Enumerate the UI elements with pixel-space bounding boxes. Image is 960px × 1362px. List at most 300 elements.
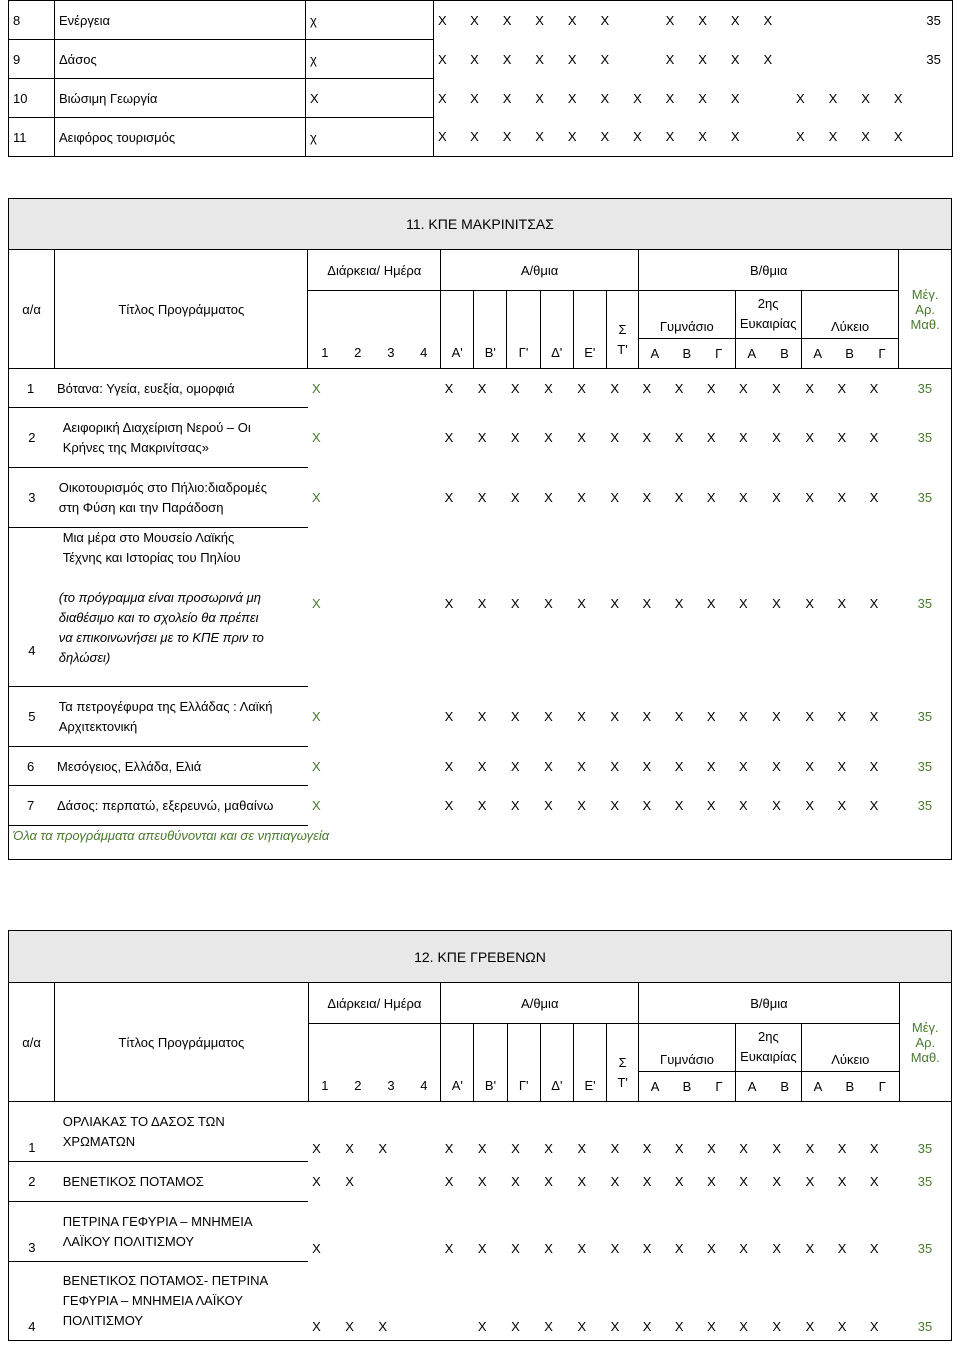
- second-chance-2: Ευκαιρίας: [739, 316, 797, 331]
- mark-cell: Χ: [510, 798, 520, 813]
- mark-cell: Χ: [577, 490, 586, 505]
- mark-cell: Χ: [837, 1174, 847, 1189]
- mark-cell: [341, 369, 374, 408]
- mark-cell: Χ: [665, 90, 675, 106]
- availability-note-line: δηλώσει): [58, 650, 111, 665]
- mark-cell: Χ: [567, 129, 577, 145]
- col-second-chance: [735, 1024, 801, 1072]
- day-1: 1: [308, 1024, 341, 1102]
- row-number: 1: [9, 1102, 55, 1162]
- mark-cell: Χ: [642, 380, 652, 396]
- mark-cell: [341, 1202, 374, 1262]
- mark-cell: [374, 1162, 407, 1202]
- mark-cell: [825, 40, 858, 79]
- mark-cell: Χ: [642, 758, 652, 774]
- col-lykeio: Λύκειο: [801, 291, 898, 339]
- day-4: 4: [407, 291, 440, 369]
- section-title: 11. ΚΠΕ ΜΑΚΡΙΝΙΤΣΑΣ: [9, 199, 952, 250]
- total-students: 35: [917, 595, 933, 611]
- mark-cell: Χ: [610, 1240, 620, 1256]
- grade-c: Γ': [507, 291, 540, 369]
- table-row: [9, 79, 953, 118]
- max-label-2: Αρ.: [915, 1034, 936, 1050]
- mark-cell: Χ: [535, 51, 544, 67]
- col-duration: Διάρκεια/ Ημέρα: [308, 983, 441, 1024]
- table-row: [9, 1262, 952, 1341]
- max-label-1: Μέγ.: [911, 1019, 939, 1035]
- mark-cell: Χ: [869, 1140, 879, 1156]
- mark-cell: Χ: [642, 1140, 652, 1156]
- mark-first: χ: [306, 118, 434, 157]
- program-title-line: ΧΡΩΜΑΤΩΝ: [62, 1133, 136, 1149]
- mark-cell: Χ: [535, 12, 544, 28]
- mark-cell: Χ: [674, 1140, 684, 1156]
- mark-cell: Χ: [665, 51, 675, 67]
- table-row: [9, 408, 952, 468]
- mark-cell: [890, 1, 923, 40]
- mark-cell: Χ: [510, 490, 520, 505]
- mark-cell: Χ: [544, 1174, 553, 1189]
- mark-cell: Χ: [739, 490, 748, 505]
- sec-grade-2: Γ: [703, 1072, 735, 1102]
- mark-cell: Χ: [510, 595, 520, 611]
- col-max-students: [899, 983, 951, 1102]
- grade-b: Β': [474, 1024, 507, 1102]
- mark-cell: [857, 40, 890, 79]
- mark-cell: Χ: [674, 1240, 684, 1256]
- mark-cell: Χ: [861, 90, 870, 106]
- mark-cell: Χ: [739, 1319, 748, 1334]
- program-title-text: Μεσόγειος, Ελλάδα, Ελιά: [57, 758, 202, 774]
- mark-cell: Χ: [600, 51, 610, 67]
- mark-cell: Χ: [698, 12, 707, 28]
- mark-cell: Χ: [444, 490, 454, 505]
- mark-cell: Χ: [772, 1319, 782, 1334]
- sec-grade-0: Α: [639, 339, 671, 369]
- kpe-makrinitsas-table: [8, 198, 952, 860]
- mark-cell: [341, 528, 374, 687]
- sec-grade-7: Γ: [866, 1072, 899, 1102]
- mark-cell: Χ: [510, 430, 520, 445]
- mark-cell: Χ: [707, 1174, 716, 1189]
- mark-cell: Χ: [642, 1240, 652, 1256]
- mark-cell: Χ: [444, 1140, 454, 1156]
- mark-cell: Χ: [796, 129, 805, 145]
- mark-cell: Χ: [444, 709, 454, 724]
- program-title: [55, 1162, 308, 1202]
- mark-cell: Χ: [805, 1319, 815, 1334]
- grade-st-1: Σ: [618, 1055, 627, 1070]
- row-number: 5: [9, 687, 55, 747]
- sec-grade-1: Β: [671, 1072, 703, 1102]
- mark-cell: Χ: [869, 758, 879, 774]
- grade-st: [606, 291, 638, 369]
- program-title: [9, 747, 308, 786]
- availability-note-line: (το πρόγραμμα είναι προσωρινά μη: [58, 590, 261, 605]
- mark-cell: Χ: [837, 758, 847, 774]
- table-row: [9, 1102, 952, 1162]
- mark-cell: Χ: [577, 758, 586, 774]
- mark-cell: Χ: [511, 1140, 520, 1156]
- mark-cell: Χ: [577, 709, 586, 724]
- row-number: 3: [9, 468, 55, 528]
- mark-cell: Χ: [438, 12, 447, 28]
- mark-cell: Χ: [477, 709, 487, 724]
- table-row: [9, 1202, 952, 1262]
- row-number: 3: [9, 1202, 55, 1262]
- mark-cell: Χ: [674, 758, 684, 774]
- program-title-text: Δάσος: περπατώ, εξερευνώ, μαθαίνω: [57, 798, 274, 813]
- sec-grade-0: Α: [639, 1072, 671, 1102]
- mark-cell: Χ: [772, 490, 781, 505]
- col-gymnasio: Γυμνάσιο: [639, 1024, 735, 1072]
- table-row: [9, 786, 952, 826]
- mark-cell: Χ: [610, 490, 620, 505]
- program-title-line: Τα πετρογέφυρα της Ελλάδας : Λαϊκή: [58, 698, 273, 714]
- grade-st-2: Τ': [617, 1075, 628, 1090]
- sec-grade-1: Β: [671, 339, 703, 369]
- mark-cell: Χ: [869, 709, 879, 724]
- mark-cell: [407, 786, 440, 826]
- day-2: 2: [341, 291, 374, 369]
- table-row: [9, 40, 953, 79]
- mark-cell: Χ: [600, 90, 610, 106]
- program-title: Ενέργεια: [55, 1, 306, 40]
- col-max-students: [899, 250, 952, 369]
- mark-cell: Χ: [477, 798, 487, 813]
- mark-cell: Χ: [763, 51, 773, 67]
- mark-cell: Χ: [698, 129, 707, 145]
- mark-cell: Χ: [837, 380, 847, 396]
- mark-cell: Χ: [378, 1140, 388, 1156]
- mark-cell: [341, 786, 374, 826]
- mark-cell: Χ: [544, 430, 553, 445]
- mark-cell: Χ: [837, 709, 847, 724]
- mark-cell: Χ: [610, 430, 620, 445]
- program-title-line: ΒΕΝΕΤΙΚΟΣ ΠΟΤΑΜΟΣ: [62, 1173, 204, 1189]
- mark-cell: Χ: [772, 1140, 782, 1156]
- mark-cell: Χ: [796, 90, 805, 106]
- row-number: 2: [9, 408, 55, 468]
- mark-cell: Χ: [577, 1174, 587, 1189]
- mark-cell: [629, 1, 662, 40]
- mark-cell: Χ: [739, 1240, 748, 1256]
- grade-st-1: Σ: [618, 322, 627, 337]
- mark-cell: [374, 369, 407, 408]
- mark-cell: Χ: [674, 380, 684, 396]
- mark-cell: Χ: [837, 490, 847, 505]
- mark-cell: Χ: [610, 595, 620, 611]
- mark-cell: [408, 1102, 441, 1162]
- mark-cell: Χ: [577, 1140, 587, 1156]
- mark-cell: Χ: [311, 798, 321, 813]
- mark-cell: [408, 1162, 441, 1202]
- mark-cell: Χ: [444, 380, 454, 396]
- mark-cell: Χ: [772, 380, 781, 396]
- grade-e: Ε': [573, 291, 606, 369]
- mark-cell: Χ: [642, 490, 652, 505]
- mark-cell: Χ: [837, 1319, 847, 1334]
- program-title: [55, 528, 308, 687]
- total-students: 35: [917, 430, 933, 445]
- mark-cell: Χ: [470, 12, 479, 28]
- mark-cell: Χ: [869, 595, 879, 611]
- mark-cell: Χ: [861, 129, 870, 145]
- table-row: [9, 528, 952, 687]
- mark-cell: Χ: [610, 1140, 620, 1156]
- mark-cell: Χ: [674, 490, 684, 505]
- col-aa: α/α: [9, 250, 55, 369]
- program-title: Βιώσιμη Γεωργία: [55, 79, 306, 118]
- mark-cell: Χ: [837, 595, 847, 611]
- mark-cell: Χ: [633, 129, 642, 145]
- program-title: [9, 369, 308, 408]
- mark-cell: Χ: [345, 1140, 354, 1156]
- grade-b: Β': [474, 291, 507, 369]
- max-label-1: Μέγ.: [911, 286, 939, 302]
- mark-cell: Χ: [642, 1174, 652, 1189]
- program-title-line: ΛΑΪΚΟΥ ΠΟΛΙΤΙΣΜΟΥ: [62, 1233, 195, 1249]
- mark-cell: Χ: [642, 595, 652, 611]
- max-label-3: Μαθ.: [910, 1049, 940, 1065]
- mark-cell: Χ: [633, 90, 642, 106]
- mark-cell: [374, 1202, 407, 1262]
- availability-note-line: να επικοινωνήσει με το ΚΠΕ πριν το: [58, 630, 264, 645]
- mark-cell: Χ: [477, 380, 487, 396]
- table-row: [9, 687, 952, 747]
- mark-cell: Χ: [502, 12, 512, 28]
- mark-cell: [341, 747, 374, 786]
- max-label-2: Αρ.: [915, 301, 935, 317]
- mark-cell: Χ: [444, 798, 454, 813]
- mark-cell: Χ: [610, 1319, 620, 1334]
- mark-cell: Χ: [739, 758, 748, 774]
- mark-cell: Χ: [642, 709, 652, 724]
- mark-cell: Χ: [567, 12, 577, 28]
- mark-cell: Χ: [312, 1140, 321, 1156]
- mark-cell: Χ: [610, 380, 620, 396]
- row-number: 6: [27, 758, 35, 774]
- mark-cell: Χ: [544, 595, 553, 611]
- mark-cell: Χ: [805, 490, 814, 505]
- mark-cell: [374, 786, 407, 826]
- grade-d: Δ': [540, 1024, 573, 1102]
- mark-cell: Χ: [477, 430, 487, 445]
- mark-cell: Χ: [674, 798, 684, 813]
- second-chance-1: 2ης: [758, 1029, 779, 1044]
- mark-cell: Χ: [477, 595, 487, 611]
- mark-cell: Χ: [707, 1240, 716, 1256]
- row-number: 7: [27, 798, 35, 813]
- program-title: Δάσος: [55, 40, 306, 79]
- mark-cell: Χ: [477, 1240, 487, 1256]
- mark-cell: Χ: [730, 90, 740, 106]
- total-students: 35: [926, 12, 941, 28]
- col-second-chance: [735, 291, 801, 339]
- mark-cell: Χ: [312, 1174, 321, 1189]
- program-title-line: Μια μέρα στο Μουσείο Λαϊκής: [62, 530, 235, 545]
- mark-cell: Χ: [665, 129, 675, 145]
- mark-cell: Χ: [510, 380, 520, 396]
- mark-cell: Χ: [698, 90, 707, 106]
- program-title-line: στη Φύση και την Παράδοση: [58, 499, 224, 515]
- mark-cell: [374, 408, 407, 468]
- mark-cell: Χ: [444, 758, 454, 774]
- grade-a: Α': [441, 291, 474, 369]
- mark-cell: Χ: [730, 51, 740, 67]
- mark-cell: Χ: [763, 12, 773, 28]
- mark-cell: Χ: [577, 595, 586, 611]
- mark-cell: Χ: [577, 798, 586, 813]
- mark-cell: Χ: [642, 430, 652, 445]
- mark-cell: Χ: [438, 129, 447, 145]
- mark-cell: Χ: [577, 1319, 587, 1334]
- mark-cell: Χ: [706, 490, 716, 505]
- total-students: 35: [917, 758, 933, 774]
- mark-cell: Χ: [502, 90, 512, 106]
- mark-cell: [407, 528, 440, 687]
- total-students: 35: [926, 51, 941, 67]
- top-table: [8, 0, 953, 157]
- mark-cell: Χ: [739, 1140, 748, 1156]
- mark-cell: Χ: [869, 798, 879, 813]
- mark-cell: Χ: [510, 758, 520, 774]
- mark-cell: Χ: [610, 758, 620, 774]
- program-title-line: Αειφορική Διαχείριση Νερού – Οι: [62, 419, 251, 435]
- mark-cell: Χ: [345, 1319, 354, 1334]
- total-students: 35: [917, 490, 933, 505]
- mark-cell: Χ: [665, 12, 675, 28]
- mark-cell: [341, 687, 374, 747]
- sec-grade-7: Γ: [866, 339, 899, 369]
- row-number: 4: [9, 1262, 55, 1341]
- mark-cell: Χ: [311, 490, 321, 505]
- mark-cell: Χ: [477, 1140, 487, 1156]
- mark-cell: Χ: [739, 1174, 748, 1189]
- mark-cell: [407, 468, 440, 528]
- program-title-line: Οικοτουρισμός στο Πήλιο:διαδρομές: [58, 479, 268, 495]
- col-primary: Α/θμια: [441, 983, 639, 1024]
- program-title-line: ΟΡΛΙΑΚΑΣ ΤΟ ΔΑΣΟΣ ΤΩΝ: [62, 1113, 225, 1129]
- program-title-line: ΠΕΤΡΙΝΑ ΓΕΦΥΡΙΑ – ΜΝΗΜΕΙΑ: [62, 1213, 253, 1229]
- mark-cell: [857, 1, 890, 40]
- mark-cell: Χ: [706, 758, 716, 774]
- program-title: [55, 1262, 308, 1341]
- mark-cell: Χ: [544, 709, 553, 724]
- availability-note-line: διαθέσιμο και το σχολείο θα πρέπει: [58, 610, 259, 625]
- mark-cell: [407, 408, 440, 468]
- mark-cell: Χ: [805, 430, 814, 445]
- mark-cell: [374, 687, 407, 747]
- mark-cell: Χ: [869, 1240, 879, 1256]
- mark-cell: Χ: [706, 595, 716, 611]
- max-label-3: Μαθ.: [910, 316, 940, 332]
- day-3: 3: [374, 1024, 407, 1102]
- table-row: [9, 1, 953, 40]
- mark-cell: [441, 1262, 474, 1341]
- mark-cell: Χ: [772, 595, 781, 611]
- mark-cell: Χ: [577, 380, 586, 396]
- program-title-line: ΠΟΛΙΤΙΣΜΟΥ: [62, 1313, 144, 1328]
- mark-first: Χ: [306, 79, 434, 118]
- sec-grade-6: Β: [834, 1072, 866, 1102]
- footnote-row: [9, 826, 952, 860]
- mark-cell: Χ: [893, 129, 903, 145]
- mark-cell: Χ: [477, 758, 487, 774]
- mark-cell: [341, 408, 374, 468]
- mark-cell: [407, 747, 440, 786]
- mark-cell: [408, 1202, 441, 1262]
- mark-cell: Χ: [869, 380, 879, 396]
- mark-cell: Χ: [869, 490, 879, 505]
- col-secondary: Β/θμια: [639, 250, 899, 291]
- mark-cell: Χ: [674, 1174, 684, 1189]
- mark-cell: Χ: [674, 430, 684, 445]
- mark-cell: Χ: [772, 709, 781, 724]
- sec-grade-5: Α: [802, 1072, 834, 1102]
- mark-cell: Χ: [805, 380, 814, 396]
- mark-cell: Χ: [730, 12, 740, 28]
- mark-cell: Χ: [477, 490, 487, 505]
- mark-cell: Χ: [805, 1174, 815, 1189]
- sec-grade-4: Β: [768, 1072, 801, 1102]
- mark-cell: Χ: [772, 798, 781, 813]
- mark-cell: [629, 40, 662, 79]
- mark-cell: Χ: [805, 709, 814, 724]
- program-title: Αειφόρος τουρισμός: [55, 118, 306, 157]
- program-title-line: Αρχιτεκτονική: [58, 718, 138, 734]
- mark-cell: Χ: [511, 1174, 520, 1189]
- footnote: Όλα τα προγράμματα απευθύνονται και σε νηπιαγωγεία: [13, 828, 330, 843]
- col-lykeio: Λύκειο: [802, 1024, 899, 1072]
- sec-grade-3: Α: [735, 1072, 768, 1102]
- mark-cell: Χ: [535, 129, 544, 145]
- mark-cell: Χ: [444, 1174, 454, 1189]
- grade-c: Γ': [507, 1024, 540, 1102]
- second-chance-2: Ευκαιρίας: [740, 1049, 797, 1064]
- mark-cell: Χ: [502, 51, 512, 67]
- mark-cell: Χ: [544, 1140, 553, 1156]
- total-students: 35: [917, 798, 933, 813]
- mark-cell: Χ: [805, 758, 814, 774]
- total-students: [922, 118, 952, 157]
- mark-cell: Χ: [674, 1319, 684, 1334]
- mark-cell: Χ: [544, 490, 553, 505]
- mark-cell: Χ: [502, 129, 512, 145]
- sec-grade-2: Γ: [703, 339, 735, 369]
- mark-cell: Χ: [577, 1240, 587, 1256]
- mark-first: χ: [306, 1, 434, 40]
- mark-cell: [374, 468, 407, 528]
- mark-cell: Χ: [311, 595, 321, 611]
- mark-cell: Χ: [739, 595, 748, 611]
- sec-grade-6: Β: [833, 339, 865, 369]
- program-title: [55, 1202, 308, 1262]
- mark-cell: Χ: [378, 1319, 388, 1334]
- program-title: [55, 468, 308, 528]
- program-title-line: Τέχνης και Ιστορίας του Πηλίου: [62, 550, 241, 565]
- mark-cell: Χ: [600, 12, 610, 28]
- grade-st: [607, 1024, 639, 1102]
- program-title: [55, 408, 308, 468]
- mark-cell: [374, 747, 407, 786]
- program-title: [9, 786, 308, 826]
- spacer: [59, 568, 304, 588]
- mark-cell: Χ: [837, 798, 847, 813]
- mark-cell: [408, 1262, 441, 1341]
- mark-cell: Χ: [311, 380, 321, 396]
- mark-cell: Χ: [470, 90, 479, 106]
